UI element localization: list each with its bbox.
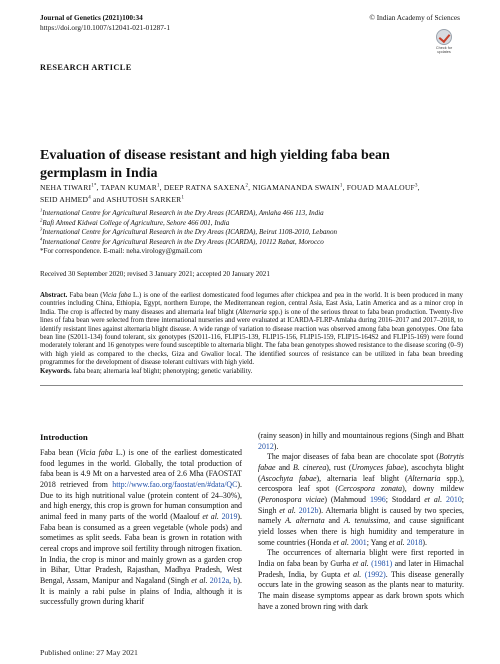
article-type: RESEARCH ARTICLE <box>40 63 132 72</box>
affiliation-3 <box>40 228 465 238</box>
citation-link[interactable]: (1992) <box>364 569 386 579</box>
text: and <box>324 516 344 526</box>
italic: B. cinerea <box>293 462 327 472</box>
affil-text: International Centre for Agricultural Research in the Dry Areas (ICARDA), Beirut 1108-2010, Lebanon <box>42 228 338 237</box>
citation-link[interactable]: 2018 <box>406 537 423 547</box>
affil-num: 1 <box>40 207 43 213</box>
paper-title: Evaluation of disease resistant and high yielding faba bean germplasm in India <box>40 148 390 181</box>
author-sep: , <box>417 183 420 192</box>
italic: et al. <box>202 511 219 521</box>
text: ; Singh <box>258 494 464 515</box>
citation-link[interactable]: 1996 <box>369 494 386 504</box>
text: ). Faba bean is consumed as a green vegetable (whole pods) and sometimes as split seeds. Faba bean is grown in rotation with cereal crops and improve soil fertility through nitrogen fixation. In India, the crop is minor and mainly grown as a garden crop in Bihar, Uttar Pradesh, Rajasthan, Madhya Pradesh, West Bengal, Assam, Manipur and Nagaland (Singh <box>40 511 242 585</box>
italic: et al. <box>279 505 296 515</box>
paragraph <box>258 431 464 452</box>
check-for-updates-badge[interactable] <box>430 29 458 55</box>
text: The occurrences of alternaria blight were first reported in India on faba bean by Gurha <box>258 548 464 568</box>
text: and <box>275 462 294 472</box>
italic: Vicia faba <box>79 448 113 457</box>
text: . This disease generally occurs late in the growing season as the plants near to maturity. The main disease symptoms appear as dark brown spots which have a zoned brown ring with dark <box>258 569 465 611</box>
affil-num: 4 <box>40 236 43 242</box>
badge-line2: updates <box>437 50 451 55</box>
citation-link[interactable]: 2001 <box>350 537 367 547</box>
author: , TAPAN KUMAR <box>96 183 157 192</box>
text: and later in Himachal Pradesh, India, by Gupta <box>258 558 464 579</box>
italic: Uromyces fabae <box>351 462 404 472</box>
text: (rainy season) in hilly and mountainous regions (Singh and Bhatt <box>258 431 464 440</box>
citation-link[interactable]: b <box>233 575 238 585</box>
text: , <box>229 575 234 585</box>
published-online: Published online: 27 May 2021 <box>40 648 138 657</box>
author-list <box>40 182 465 205</box>
check-updates-icon <box>436 29 452 45</box>
abstract <box>40 292 463 368</box>
author: , DEEP RATNA SAXENA <box>159 183 246 192</box>
affil-num: 3 <box>40 226 43 232</box>
italic: Alternaria <box>407 473 441 483</box>
italic: et al. <box>388 537 405 547</box>
italic: A. alternata <box>285 516 325 526</box>
author-sup: 1 <box>339 183 343 189</box>
text: ) (Mahmoud <box>324 494 370 504</box>
text: ). It is mainly a rabi pulse in plains of India, although it is successfully grown during kharif <box>40 575 242 607</box>
text: ). <box>422 537 428 547</box>
text: ). <box>273 441 279 451</box>
author-sup: 4 <box>88 194 91 200</box>
text: ), rust ( <box>326 462 352 472</box>
author-sup: 1* <box>91 183 97 189</box>
abstract-label: Abstract. <box>40 292 68 299</box>
section-divider <box>40 385 463 386</box>
paragraph <box>258 452 464 548</box>
italic: Ascochyta fabae <box>260 473 317 483</box>
italic: Peronospora viciae <box>260 494 325 504</box>
italic: et al. <box>352 558 369 568</box>
introduction-heading: Introduction <box>40 432 88 442</box>
affil-text: Rafi Ahmed Kidwai College of Agriculture, Sehore 466 001, India <box>42 218 230 227</box>
keywords-label: Keywords. <box>40 368 72 375</box>
abstract-italic: Alternaria <box>238 308 267 316</box>
faostat-link[interactable]: http://www.fao.org/faostat/en/#data/QC <box>112 479 238 489</box>
affiliation-4 <box>40 238 465 248</box>
italic: A. tenuissima <box>343 516 389 526</box>
text: ). Due to its high nutritional value (protein content of 24–30%), and high energy, this crop is grown for human consumption and animal feed in many parts of the world (Maalouf <box>40 479 242 521</box>
text: , and cause significant yield losses when there is high humidity and temperature in some countries (Honda <box>258 516 465 547</box>
italic: Cercospora zonata <box>338 484 403 494</box>
citation-link[interactable]: 2012a <box>209 575 230 585</box>
badge-line1: Check for <box>435 46 453 50</box>
text: ), downy mildew ( <box>258 484 464 504</box>
author: SEID AHMED <box>40 194 89 204</box>
received-dates: Received 30 September 2020; revised 3 January 2021; accepted 20 January 2021 <box>40 270 270 278</box>
text: ), ascochyta blight ( <box>258 462 464 483</box>
italic: et al. <box>344 569 362 579</box>
abstract-italic: Vicia faba <box>102 292 131 299</box>
author: NEHA TIWARI <box>40 183 92 192</box>
citation-link[interactable]: (1981) <box>371 558 393 568</box>
publisher-notice: © Indian Academy of Sciences <box>369 13 460 22</box>
doi-link[interactable]: https://doi.org/10.1007/s12041-021-01287-1 <box>40 22 170 32</box>
author-sup: 1 <box>156 183 160 189</box>
abstract-text: L.) is one of the earliest domesticated food legumes after chickpea and pea in the world. It is been produced in many countries including China, Ethiopia, Egypt, northern Europe, the Mediterranean region, central Asia, East Asia, Latin America and as a minor crop in India. The crop is affected by many diseases and alternaria leaf blight ( <box>40 292 463 316</box>
italic: Botrytis fabae <box>258 452 464 472</box>
author-sup: 2 <box>245 183 249 189</box>
citation-link[interactable]: 2012b <box>298 505 319 515</box>
journal-header <box>40 13 170 32</box>
paragraph <box>258 548 464 612</box>
text: spp.), cercospora leaf spot ( <box>258 473 464 494</box>
keywords <box>40 368 463 376</box>
text: ). Alternaria blight is caused by two species, namely <box>258 505 464 526</box>
citation-link[interactable]: 2010 <box>446 494 462 504</box>
author: , NIGAMANANDA SWAIN <box>248 183 340 192</box>
italic: et al. <box>333 537 349 547</box>
paragraph <box>40 448 242 608</box>
text: ; Yang <box>366 537 389 547</box>
affiliations <box>40 209 465 257</box>
abstract-text: Faba bean ( <box>69 292 103 299</box>
affil-num: 2 <box>40 217 43 223</box>
italic: et al. <box>424 494 443 504</box>
journal-citation: Journal of Genetics (2021)100:34 <box>40 13 143 22</box>
body-column-left <box>40 448 242 608</box>
citation-link[interactable]: 2012 <box>258 441 274 451</box>
body-column-right <box>258 431 464 612</box>
author-sup: 1 <box>181 194 185 200</box>
text: The major diseases of faba bean are chocolate spot ( <box>267 452 439 462</box>
italic: et al. <box>191 575 208 585</box>
author: , FOUAD MAALOUF <box>342 183 415 192</box>
affil-text: International Centre for Agricultural Research in the Dry Areas (ICARDA), Amlaha 466 113, India <box>42 209 324 217</box>
text: ), alternaria leaf blight ( <box>316 473 408 483</box>
author: and ASHUTOSH SARKER <box>90 194 182 204</box>
correspondence: *For correspondence. E-mail: neha.virology@gmail.com <box>40 247 203 256</box>
citation-link[interactable]: 2019 <box>221 511 238 521</box>
author-sup: 3 <box>414 183 418 189</box>
text: L.) is one of the earliest domesticated food legumes in the world. Globally, the total production of faba bean is 4.9 Mt on a harvested area of 2.6 Mha (FAOSTAT 2018 retrieved from <box>40 448 242 489</box>
affil-text: International Centre for Agricultural Research in the Dry Areas (ICARDA), 10112 Rabat, Morocco <box>42 237 324 246</box>
abstract-text: spp.) is one of the serious threat to faba bean production. Twenty-five lines of faba bean were selected from three international nurseries and were evaluated at ICARDA-FLRP-Amlaha during 2016–2017 and 2017–2018, to identify resistant lines against alternaria blight disease. A wide range of variation to disease reaction was observed among faba bean genotypes. One faba bean line (S2011-134) found tolerant, six genotypes (S2011-116, FLIP15-139, FLIP15-156, FLIP15-159, FLIP15-164S2 and FLIP15-169) were found moderately tolerant and 16 genotypes were found susceptible to alternaria blight. The faba bean genotypes showed resistance to the disease scoring (0–9) with high yield as compared to the checks, Giza and Gwalior local. The identified sources of resistance can be utilized in faba bean breeding programmes for the development of disease tolerant cultivars with high yield. <box>40 308 463 367</box>
affiliation-1 <box>40 209 465 219</box>
keywords-text: faba bean; alternaria leaf blight; phenotyping; genetic variability. <box>73 368 253 375</box>
text: Faba bean ( <box>40 448 80 457</box>
affiliation-2 <box>40 219 465 229</box>
text: ; Stoddard <box>385 494 425 504</box>
